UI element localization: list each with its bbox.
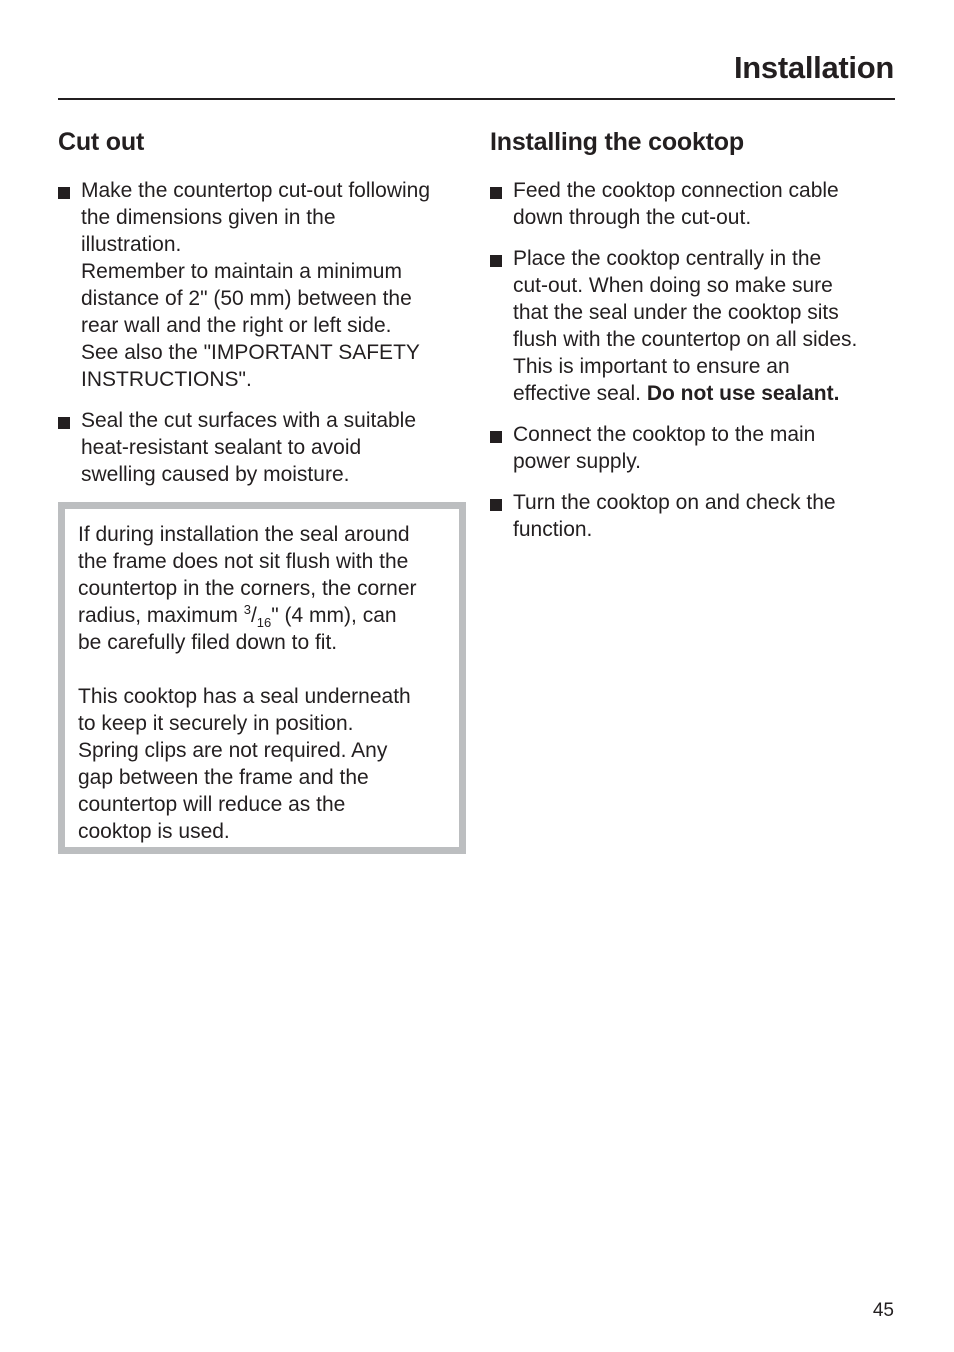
text-line: INSTRUCTIONS". bbox=[81, 368, 252, 391]
list-item bbox=[490, 421, 894, 475]
text-line: This cooktop has a seal underneath bbox=[78, 685, 411, 708]
list-item bbox=[490, 177, 894, 231]
installing-section bbox=[490, 125, 894, 557]
text-fragment: " (4 mm), can bbox=[271, 604, 397, 627]
fraction-denominator: 16 bbox=[256, 615, 272, 631]
square-bullet-icon bbox=[58, 187, 70, 199]
text-line: Connect the cooktop to the main bbox=[513, 423, 816, 446]
text-line: Seal the cut surfaces with a suitable bbox=[81, 409, 417, 432]
text-line: the dimensions given in the bbox=[81, 206, 336, 229]
text-line: Place the cooktop centrally in the bbox=[513, 247, 822, 270]
warning-text: Do not use sealant. bbox=[646, 382, 840, 405]
square-bullet-icon bbox=[490, 255, 502, 267]
square-bullet-icon bbox=[490, 499, 502, 511]
text-line: flush with the countertop on all sides. bbox=[513, 328, 858, 351]
text-line: to keep it securely in position. bbox=[78, 712, 354, 735]
text-line bbox=[513, 380, 894, 407]
text-fragment: radius, maximum bbox=[78, 604, 244, 627]
text-line: power supply. bbox=[513, 450, 642, 473]
text-line: cooktop is used. bbox=[78, 820, 230, 843]
text-line: heat-resistant sealant to avoid bbox=[81, 436, 362, 459]
cut-out-section bbox=[58, 125, 466, 854]
fraction-slash: / bbox=[250, 604, 257, 627]
list-item bbox=[490, 245, 894, 407]
note-paragraph bbox=[78, 521, 451, 656]
text-line: countertop will reduce as the bbox=[78, 793, 346, 816]
text-line: This is important to ensure an bbox=[513, 355, 790, 378]
text-line: countertop in the corners, the corner bbox=[78, 577, 417, 600]
text-line bbox=[78, 602, 451, 629]
list-item bbox=[490, 489, 894, 543]
text-line: down through the cut-out. bbox=[513, 206, 752, 229]
text-line: function. bbox=[513, 518, 593, 541]
text-line: Feed the cooktop connection cable bbox=[513, 179, 839, 202]
text-line: gap between the frame and the bbox=[78, 766, 369, 789]
note-box bbox=[58, 502, 466, 854]
text-line: be carefully filed down to fit. bbox=[78, 631, 338, 654]
list-item bbox=[58, 407, 466, 488]
page-number: 45 bbox=[872, 1300, 894, 1321]
square-bullet-icon bbox=[490, 431, 502, 443]
text-line: that the seal under the cooktop sits bbox=[513, 301, 839, 324]
text-line: cut-out. When doing so make sure bbox=[513, 274, 833, 297]
square-bullet-icon bbox=[58, 417, 70, 429]
header-rule bbox=[58, 98, 895, 100]
text-fragment: effective seal. bbox=[513, 382, 647, 405]
text-line: distance of 2" (50 mm) between the bbox=[81, 287, 412, 310]
text-line: Turn the cooktop on and check the bbox=[513, 491, 836, 514]
cut-out-heading: Cut out bbox=[58, 128, 145, 156]
page-title: Installation bbox=[733, 50, 894, 85]
installing-list bbox=[490, 177, 894, 543]
cut-out-list bbox=[58, 177, 466, 488]
note-paragraph bbox=[78, 683, 451, 845]
text-line: See also the "IMPORTANT SAFETY bbox=[81, 341, 420, 364]
text-line: Spring clips are not required. Any bbox=[78, 739, 388, 762]
list-item bbox=[58, 177, 466, 393]
text-line: Remember to maintain a minimum bbox=[81, 260, 402, 283]
fraction-numerator: 3 bbox=[243, 602, 251, 617]
text-line: rear wall and the right or left side. bbox=[81, 314, 392, 337]
text-line: Make the countertop cut-out following bbox=[81, 179, 431, 202]
text-line: the frame does not sit flush with the bbox=[78, 550, 409, 573]
text-line: swelling caused by moisture. bbox=[81, 463, 350, 486]
text-line: illustration. bbox=[81, 233, 182, 256]
installing-heading: Installing the cooktop bbox=[490, 128, 744, 156]
text-line: If during installation the seal around bbox=[78, 523, 410, 546]
square-bullet-icon bbox=[490, 187, 502, 199]
